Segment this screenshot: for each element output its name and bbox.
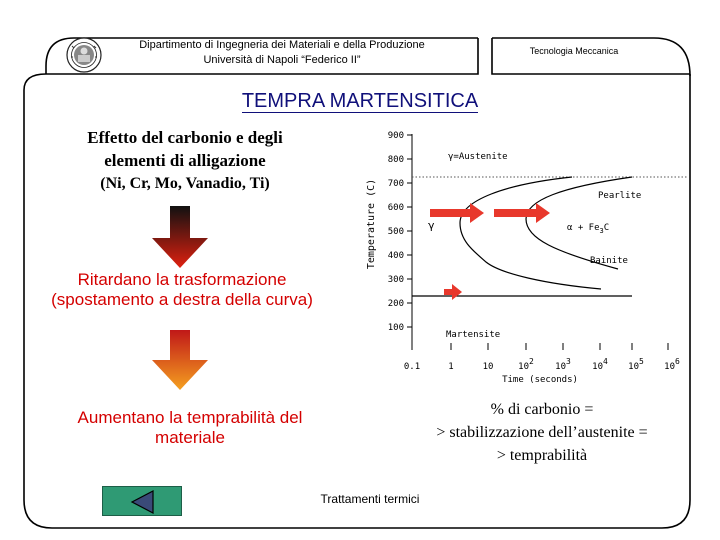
formula-line-3: > temprabilità — [496, 447, 588, 464]
effect-line-1: Effetto del carbonio e degli — [87, 128, 283, 147]
x-tick-label: 103 — [555, 357, 571, 372]
institution-header — [112, 38, 452, 68]
retard-transformation-text — [14, 270, 350, 310]
shift-arrow-icon — [444, 284, 462, 300]
x-tick-label: 102 — [518, 357, 534, 372]
footer-text: Trattamenti termici — [320, 492, 420, 506]
hardenability-line-1: Aumentano la temprabilità del — [77, 408, 303, 427]
back-arrow-icon — [129, 490, 157, 514]
retard-line-1: Ritardano la trasformazione — [77, 270, 287, 289]
down-arrow-icon — [150, 330, 210, 392]
formula-line-2: > stabilizzazione dell’austenite = — [436, 424, 648, 441]
y-tick-label: 600 — [387, 203, 404, 213]
carbon-effect-formula — [392, 398, 692, 467]
start-curve — [460, 177, 601, 289]
x-axis-label: Time (seconds) — [502, 375, 578, 385]
slide-title-text: TEMPRA MARTENSITICA — [241, 90, 479, 112]
institution-line-1: Dipartimento di Ingegneria dei Materiali e della Produzione — [139, 39, 425, 51]
shift-arrow-icon — [494, 203, 550, 223]
gamma-label: γ — [428, 219, 435, 232]
hardenability-line-2: materiale — [155, 428, 225, 447]
x-tick-label: 105 — [628, 357, 644, 372]
ferrite-cementite-label: $\alpha + Fe_3C$ — [567, 223, 610, 235]
back-button[interactable] — [102, 486, 182, 516]
down-arrow-icon — [150, 206, 210, 270]
austenite-label: γ=Austenite — [448, 152, 508, 162]
y-tick-label: 500 — [387, 227, 404, 237]
pearlite-label: Pearlite — [598, 191, 642, 201]
y-tick-label: 100 — [387, 323, 404, 333]
ttt-diagram — [356, 124, 696, 386]
x-tick-label: 106 — [664, 357, 680, 372]
y-tick-label: 700 — [387, 179, 404, 189]
y-axis-label: Temperature (C) — [366, 178, 377, 270]
effect-elements: (Ni, Cr, Mo, Vanadio, Ti) — [100, 175, 270, 192]
x-tick-label: 0.1 — [403, 362, 421, 372]
effect-line-2: elementi di alligazione — [104, 151, 266, 170]
retard-line-2: (spostamento a destra della curva) — [51, 290, 313, 309]
y-tick-marks — [407, 135, 412, 327]
y-tick-label: 900 — [387, 131, 404, 141]
formula-line-1: % di carbonio = — [490, 401, 594, 418]
slide-title — [0, 90, 720, 113]
martensite-label: Martensite — [446, 330, 501, 340]
shift-arrow-icon — [430, 203, 484, 223]
university-seal-logo — [66, 37, 102, 73]
y-tick-label: 800 — [387, 155, 404, 165]
x-tick-label: 104 — [592, 357, 608, 372]
institution-line-2: Università di Napoli “Federico II” — [203, 54, 361, 66]
y-tick-label: 200 — [387, 299, 404, 309]
y-tick-label: 400 — [387, 251, 404, 261]
bainite-label: Bainite — [590, 256, 628, 266]
x-tick-label: 10 — [482, 362, 494, 372]
hardenability-text — [30, 408, 350, 448]
course-name: Tecnologia Meccanica — [529, 46, 619, 56]
x-tick-label: 1 — [448, 362, 454, 372]
effect-heading — [30, 126, 340, 195]
y-tick-label: 300 — [387, 275, 404, 285]
